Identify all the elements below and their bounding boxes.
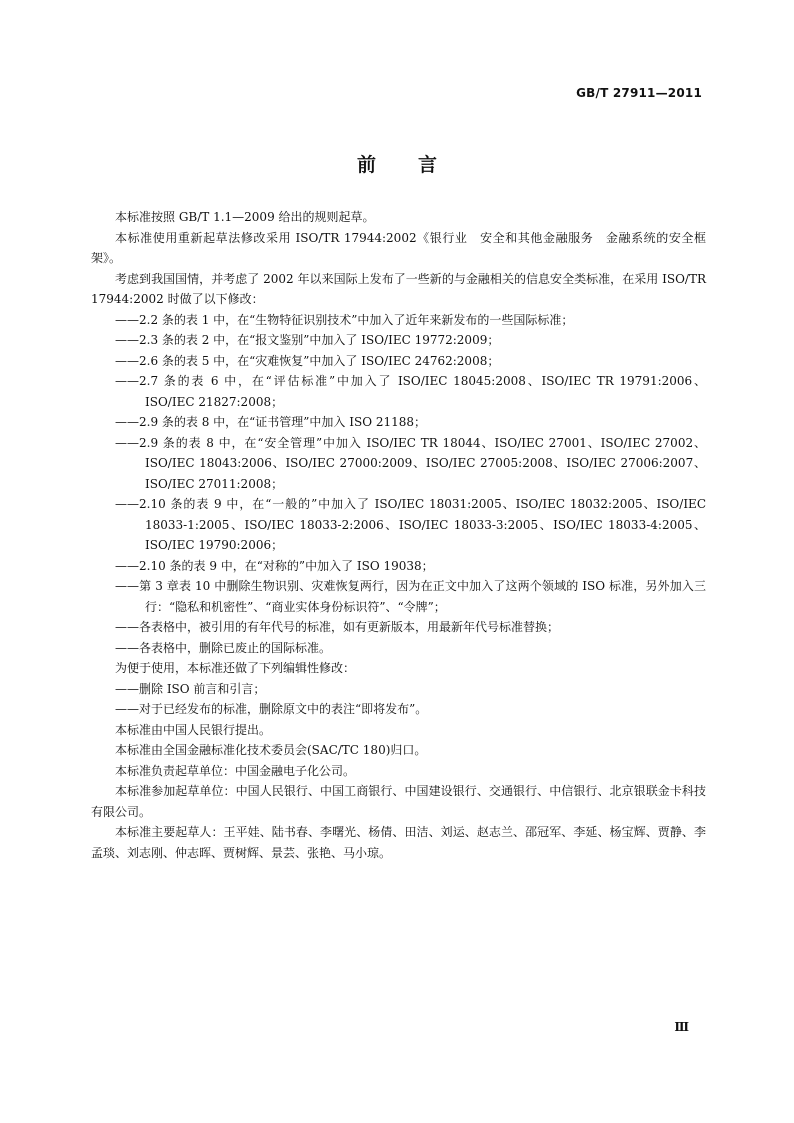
paragraph: 本标准按照 GB/T 1.1—2009 给出的规则起草。 [115,210,375,224]
change-item: ——2.7 条的表 6 中，在“评估标准”中加入了 ISO/IEC 18045:2008、ISO/IEC TR 19791:2006、ISO/IEC 21827:2008； [115,374,706,409]
change-item: ——各表格中，被引用的有年代号的标准，如有更新版本，用最新年代号标准替换； [115,620,560,634]
paragraph: 为便于使用，本标准还做了下列编辑性修改： [115,661,356,675]
change-item: ——2.10 条的表 9 中，在“对称的”中加入了 ISO 19038； [115,558,434,573]
paragraph: 本标准由全国金融标准化技术委员会(SAC/TC 180)归口。 [115,743,427,757]
preface-body [91,207,706,863]
edit-item: ——删除 ISO 前言和引言； [115,681,266,696]
page-number: Ⅲ [674,1020,689,1034]
page-title: 前言 [356,154,479,176]
change-item: ——2.6 条的表 5 中，在“灾难恢复”中加入了 ISO/IEC 24762:2008； [115,353,500,368]
paragraph: 本标准主要起草人：王平娃、陆书春、李曙光、杨倩、田洁、刘运、赵志兰、邵冠军、李延、杨宝辉、贾静、李孟琰、刘志刚、仲志晖、贾树辉、景芸、张艳、马小琼。 [91,825,706,860]
paragraph: 本标准由中国人民银行提出。 [115,722,272,737]
change-item: ——第 3 章表 10 中删除生物识别、灾难恢复两行，因为在正文中加入了这两个领域的 ISO 标准，另外加入三行：“隐私和机密性”、“商业实体身份标识符”、“令牌”； [115,579,706,614]
paragraph: 考虑到我国国情，并考虑了 2002 年以来国际上发布了一些新的与金融相关的信息安全类标准，在采用 ISO/TR 17944:2002 时做了以下修改： [91,271,706,306]
change-item: ——2.10 条的表 9 中，在“一般的”中加入了 ISO/IEC 18031:2005、ISO/IEC 18032:2005、ISO/IEC 18033-1:2005、ISO/IEC 18033-2:2006、ISO/IEC 18033-3:2005、ISO/IEC 18033-4:2005、ISO/IEC 19790:2006； [115,497,706,552]
change-item: ——2.9 条的表 8 中，在“安全管理”中加入 ISO/IEC TR 18044、ISO/IEC 27001、ISO/IEC 27002、ISO/IEC 18043:2006、ISO/IEC 27000:2009、ISO/IEC 27005:2008、ISO/IEC 27006:2007、ISO/IEC 27011:2008； [115,435,706,491]
change-item: ——2.3 条的表 2 中，在“报文鉴别”中加入了 ISO/IEC 19772:2009； [115,333,500,347]
standard-code: GB/T 27911—2011 [576,86,702,100]
change-item: ——2.2 条的表 1 中，在“生物特征识别技术”中加入了近年来新发布的一些国际标准； [115,312,574,327]
edit-item: ——对于已经发布的标准，删除原文中的表注“即将发布”。 [115,702,428,716]
change-item: ——2.9 条的表 8 中，在“证书管理”中加入 ISO 21188； [115,415,427,429]
change-item: ——各表格中，删除已废止的国际标准。 [115,640,332,655]
paragraph: 本标准参加起草单位：中国人民银行、中国工商银行、中国建设银行、交通银行、中信银行、北京银联金卡科技有限公司。 [91,784,706,819]
paragraph: 本标准使用重新起草法修改采用 ISO/TR 17944:2002《银行业 安全和其他金融服务 金融系统的安全框架》。 [91,230,706,265]
paragraph: 本标准负责起草单位：中国金融电子化公司。 [115,763,356,778]
